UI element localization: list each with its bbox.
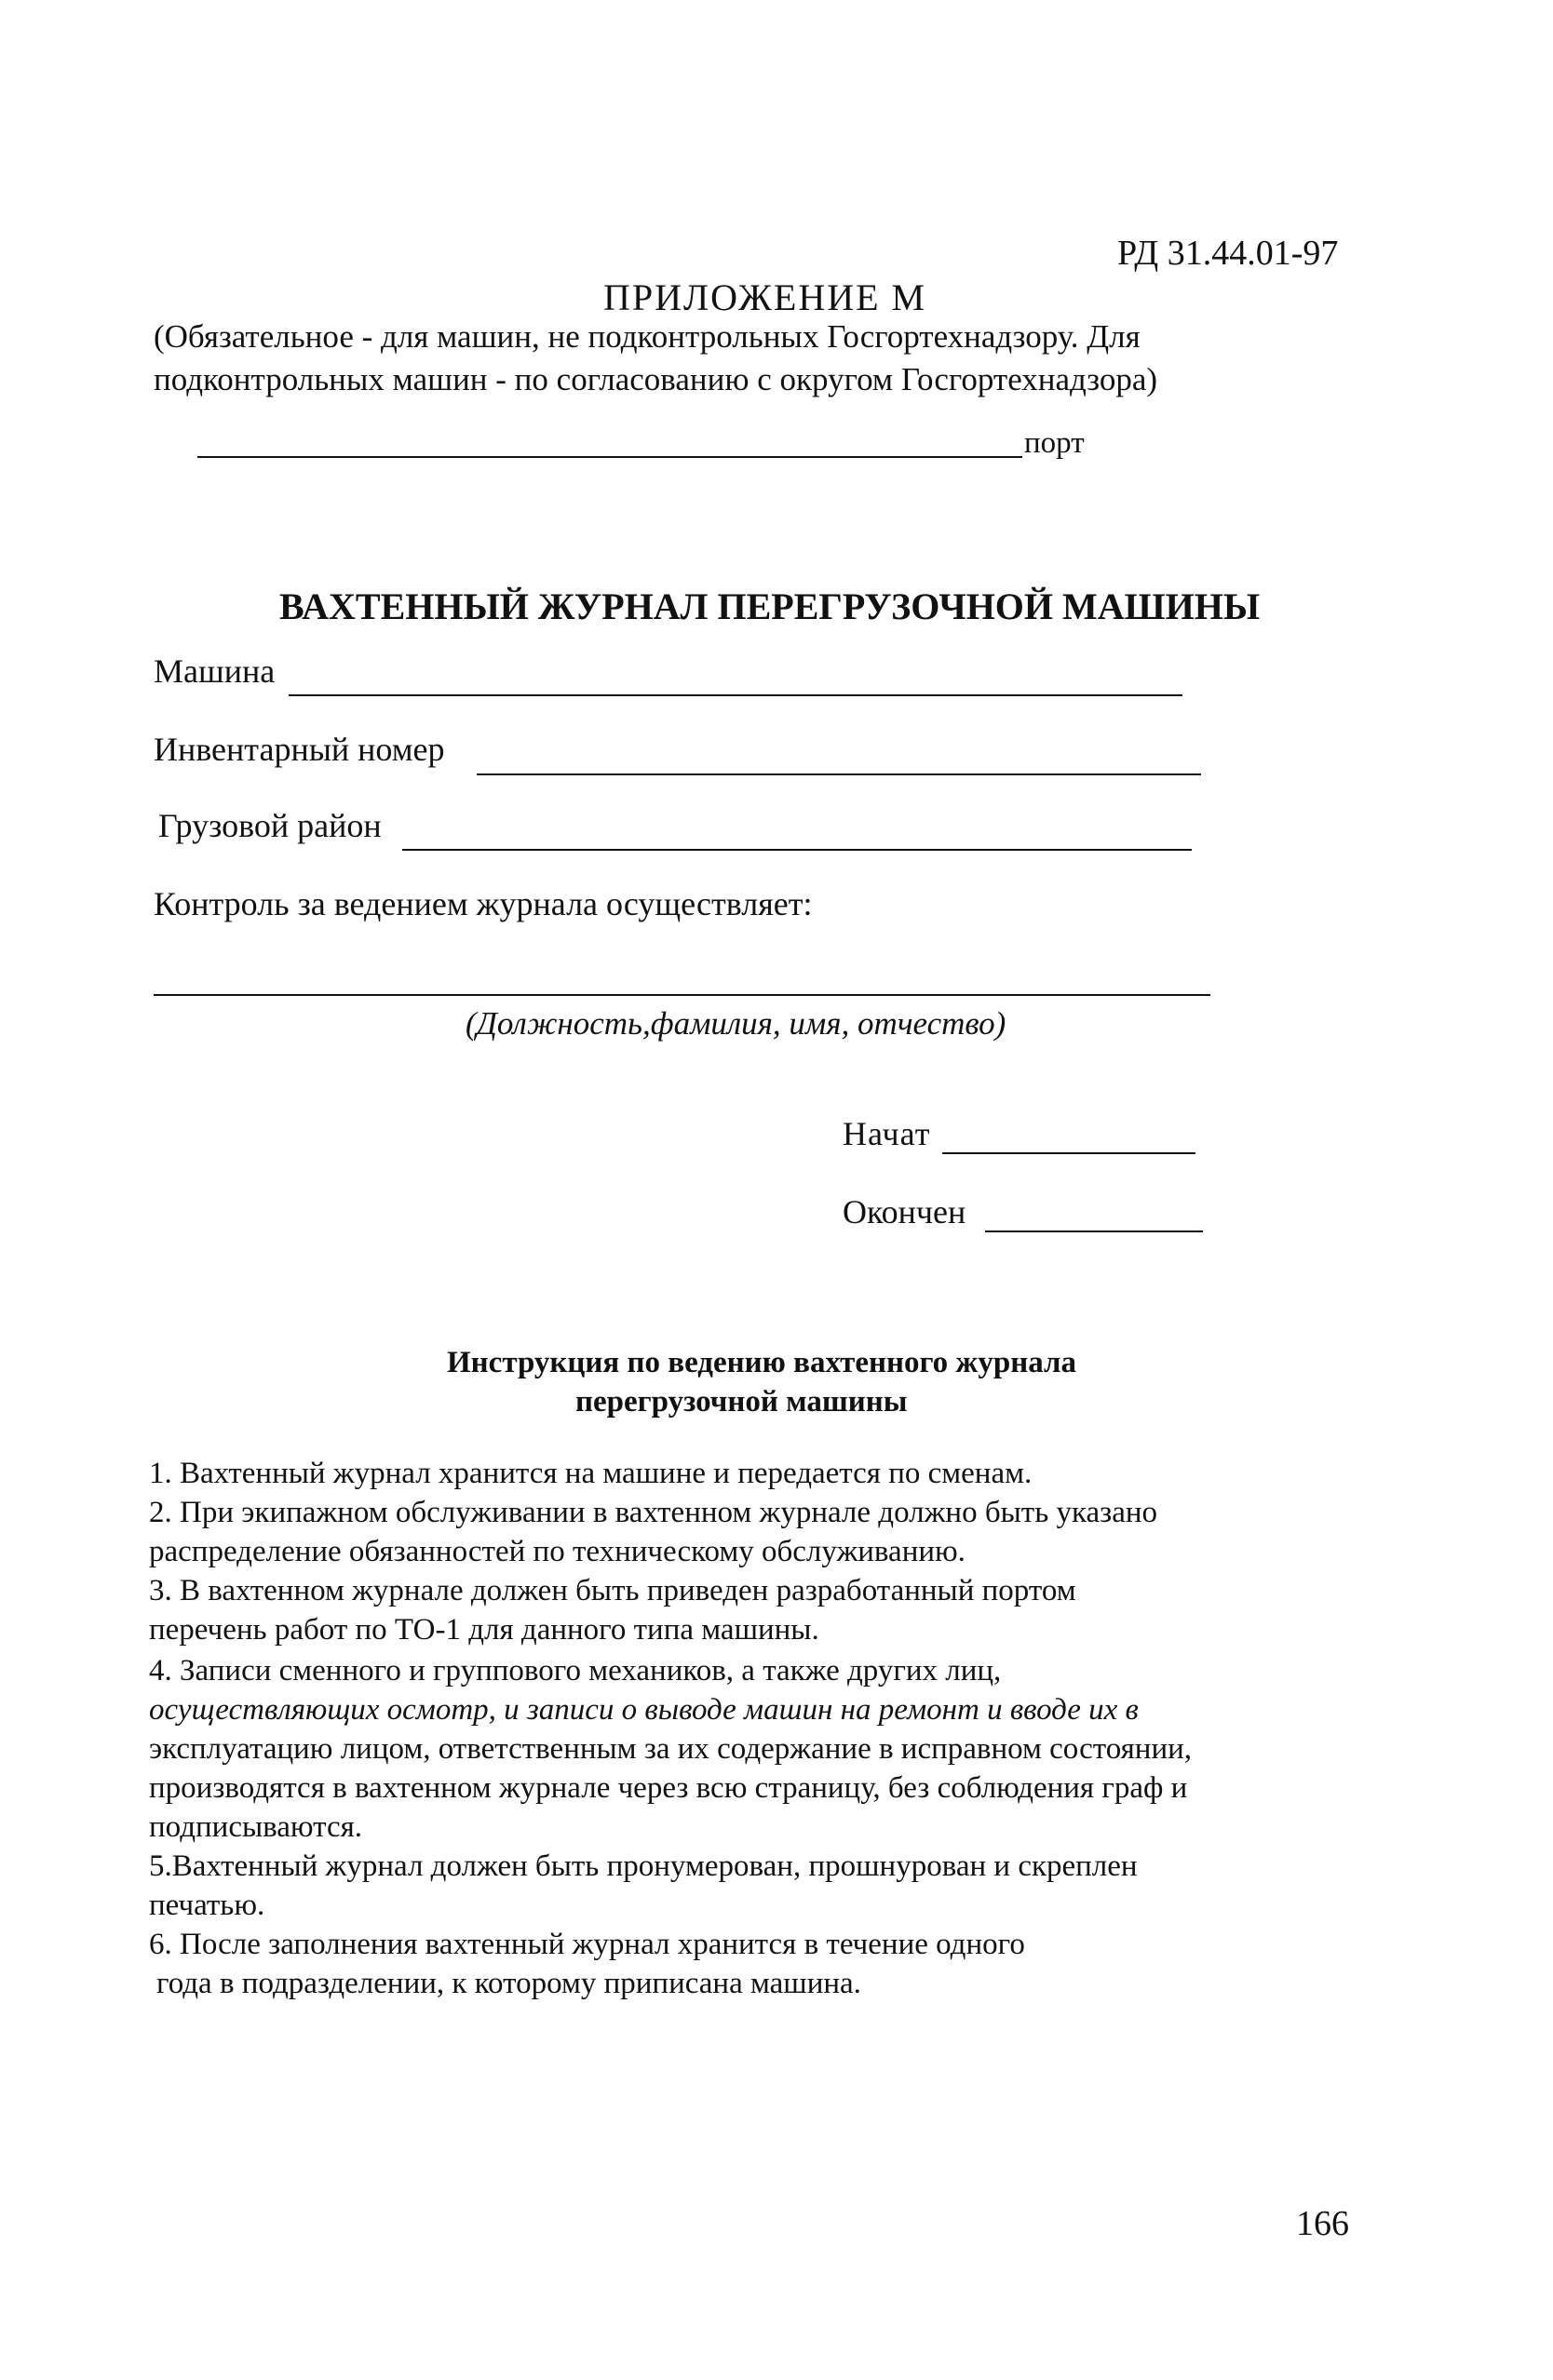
instruction-line: 3. В вахтенном журнале должен быть приведен разработанный портом — [149, 1574, 1076, 1607]
port-blank-line — [197, 456, 1022, 458]
appendix-note-line: (Обязательное - для машин, не подконтрольных Госгортехнадзору. Для — [154, 318, 1141, 355]
position-name-caption: (Должность,фамилия, имя, отчество) — [466, 1005, 1006, 1042]
finished-date-line — [985, 1230, 1203, 1232]
instruction-line: производятся в вахтенном журнале через всю страницу, без соблюдения граф и — [149, 1771, 1188, 1805]
appendix-note-line: подконтрольных машин - по согласованию с округом Госгортехнадзора) — [154, 361, 1158, 397]
instruction-line: перечень работ по ТО-1 для данного типа машины. — [149, 1613, 819, 1647]
started-date-line — [942, 1152, 1195, 1154]
responsible-person-line — [154, 994, 1210, 996]
control-responsible-label: Контроль за ведением журнала осуществляет: — [154, 885, 813, 922]
instruction-line: 4. Записи сменного и группового механиков, а также других лиц, — [149, 1654, 1002, 1688]
inventory-number-field-label: Инвентарный номер — [154, 731, 445, 768]
instructions-title: перегрузочной машины — [575, 1385, 908, 1419]
machine-field-label: Машина — [154, 652, 276, 690]
instruction-line: 1. Вахтенный журнал хранится на машине и передается по сменам. — [149, 1457, 1033, 1490]
cargo-area-field-label: Грузовой район — [158, 807, 382, 844]
port-label: порт — [1024, 426, 1085, 460]
journal-title: ВАХТЕННЫЙ ЖУРНАЛ ПЕРЕГРУЗОЧНОЙ МАШИНЫ — [279, 585, 1261, 627]
appendix-title: ПРИЛОЖЕНИЕ М — [603, 276, 927, 318]
instruction-line: 2. При экипажном обслуживании в вахтенном журнале должно быть указано — [149, 1496, 1158, 1529]
inventory-number-field-line — [477, 773, 1201, 775]
machine-field-line — [289, 694, 1182, 696]
document-code: РД 31.44.01-97 — [1117, 234, 1339, 273]
instruction-line: распределение обязанностей по техническому обслуживанию. — [149, 1535, 966, 1568]
instruction-line: подписываются. — [149, 1810, 363, 1844]
instruction-line: эксплуатацию лицом, ответственным за их содержание в исправном состоянии, — [149, 1732, 1193, 1766]
instruction-line: 5.Вахтенный журнал должен быть пронумерован, прошнурован и скреплен — [149, 1849, 1138, 1883]
finished-label: Окончен — [843, 1193, 966, 1230]
instruction-line: года в подразделении, к которому приписана машина. — [156, 1967, 861, 2000]
instructions-title: Инструкция по ведению вахтенного журнала — [447, 1346, 1077, 1379]
instruction-line: печатью. — [149, 1889, 265, 1922]
cargo-area-field-line — [402, 849, 1192, 851]
instruction-line: 6. После заполнения вахтенный журнал хранится в течение одного — [149, 1928, 1025, 1961]
page-number: 166 — [1296, 2204, 1349, 2243]
instruction-line: осуществляющих осмотр, и записи о выводе машин на ремонт и вводе их в — [149, 1693, 1139, 1727]
started-label: Начат — [843, 1115, 931, 1152]
